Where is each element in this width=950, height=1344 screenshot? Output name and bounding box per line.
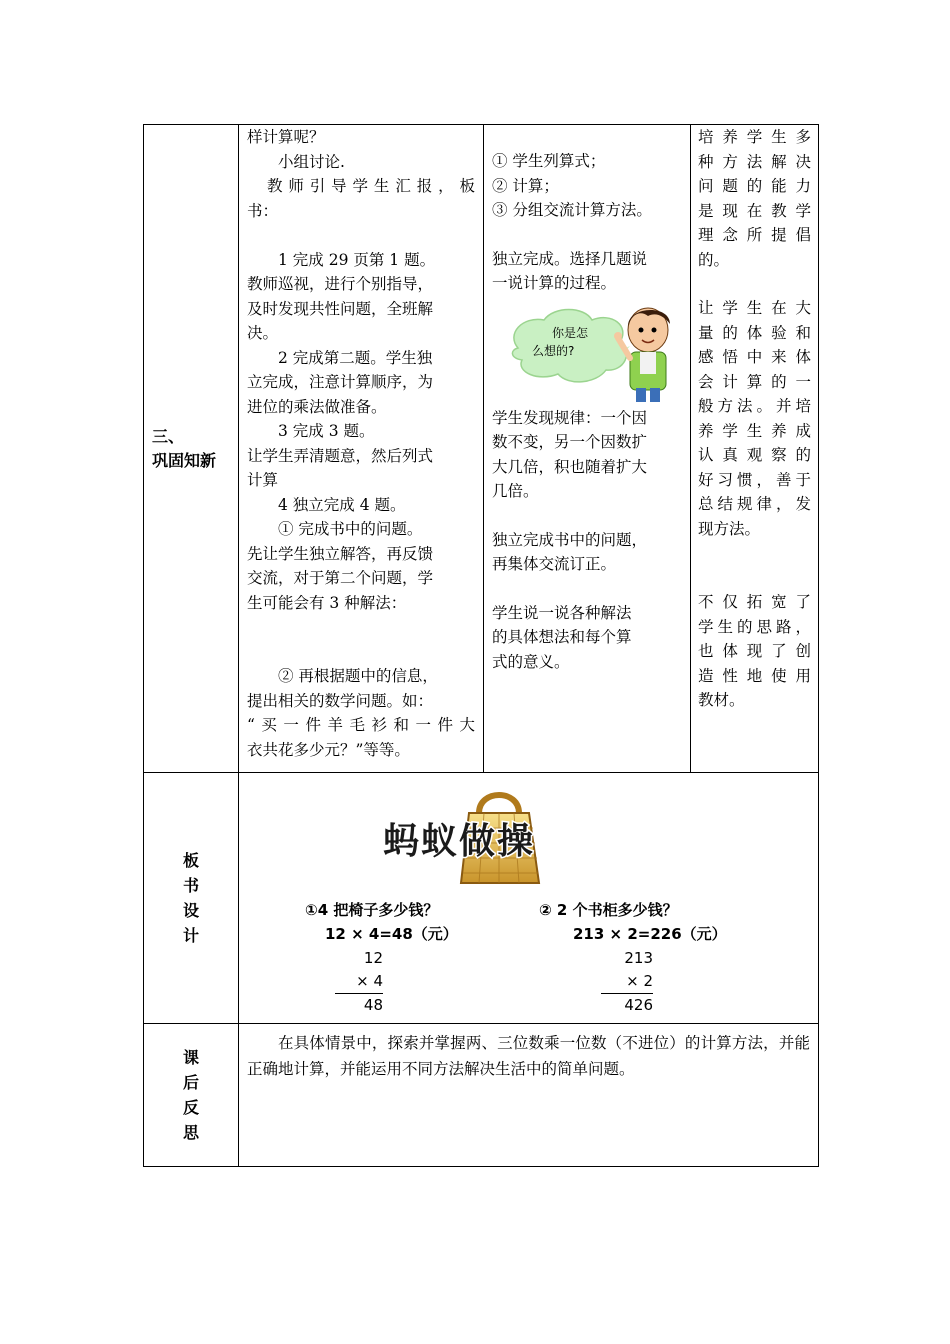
reflection-content — [239, 1024, 819, 1167]
stage-number: 三、 — [152, 426, 185, 446]
reflection-text: 在具体情景中，探索并掌握两、三位数乘一位数（不进位）的计算方法，并能正确地计算，并能运用不同方法解决生活中的简单问题。 — [247, 1034, 810, 1078]
teacher-line: 样计算呢？ — [247, 128, 325, 146]
teacher-line: 让学生弄清题意，然后列式 — [247, 446, 434, 465]
question-1-vertical-calc: 12 × 4 48 — [335, 947, 383, 1017]
reflection-label: 课 后 反 思 — [144, 1024, 239, 1167]
teacher-line: 进位的乘法做准备。 — [247, 397, 387, 416]
teacher-line: 及时发现共性问题，全班解 — [247, 299, 434, 318]
question-2-vertical-calc: 213 × 2 426 — [601, 947, 653, 1017]
purpose-broaden: 不仅拓宽了 学生的思路， 也体现了创 造性地使用 教材。 — [698, 593, 811, 709]
teacher-line: 4 独立完成 4 题。 — [278, 495, 406, 514]
teacher-line: 先让学生独立解答，再反馈 — [247, 544, 434, 563]
teacher-line: 教师引导学生汇报，板 — [267, 177, 475, 195]
teacher-line: ② 再根据题中的信息， — [278, 667, 438, 685]
question-2-equation: 213 × 2=226（元） — [573, 925, 727, 943]
board-design-content — [239, 773, 819, 1024]
purpose-methods: 培养学生多 种方法解决 问题的能力 是现在教学 理念所提倡 的。 — [698, 128, 811, 269]
teacher-line: 2 完成第二题。学生独 — [278, 348, 433, 367]
teacher-line: ① 完成书中的问题。 — [278, 520, 423, 538]
teacher-line: 书： — [247, 201, 279, 220]
teacher-line: “买一件羊毛衫和一件大 — [247, 716, 475, 734]
student-independent: 独立完成。选择几题说 一说计算的过程。 — [492, 249, 648, 292]
teacher-line: 提出相关的数学问题。如： — [247, 691, 434, 710]
teacher-line: 交流，对于第二个问题，学 — [247, 569, 434, 587]
teacher-line: 决。 — [247, 324, 279, 342]
student-explain-methods: 学生说一说各种解法 的具体想法和每个算 式的意义。 — [492, 603, 632, 671]
lesson-row — [144, 125, 819, 773]
ant-exercise-banner-image — [369, 783, 549, 893]
teacher-line: 1 完成 29 页第 1 题。 — [278, 250, 436, 269]
question-2: ② 2 个书柜多少钱？ — [539, 901, 678, 919]
board-design-label: 板 书 设 计 — [144, 773, 239, 1024]
teacher-line — [247, 615, 475, 640]
design-purpose-cell — [691, 125, 819, 773]
teacher-activity-cell — [239, 125, 484, 773]
teacher-line: 3 完成 3 题。 — [278, 422, 375, 440]
teacher-activity-text — [239, 125, 483, 772]
teacher-line: 计算 — [247, 471, 279, 489]
reflection-row — [144, 1024, 819, 1167]
student-steps: ① 学生列算式； ② 计算； ③ 分组交流计算方法。 — [492, 152, 652, 219]
teacher-line: 衣共花多少元？”等等。 — [247, 740, 410, 759]
teacher-line: 教师巡视，进行个别指导， — [247, 275, 434, 293]
cartoon-boy-illustration — [492, 296, 682, 406]
student-discover-rule: 学生发现规律：一个因 数不变，另一个因数扩 大几倍，积也随着扩大 几倍。 — [492, 408, 648, 500]
stage-title: 巩固知新 — [152, 450, 217, 470]
teacher-line — [247, 640, 475, 665]
teacher-line: 立完成，注意计算顺序，为 — [247, 373, 434, 391]
student-book-problem: 独立完成书中的问题， 再集体交流订正。 — [492, 530, 648, 573]
board-design-row — [144, 773, 819, 1024]
stage-label-cell — [144, 125, 239, 773]
question-1: ①4 把椅子多少钱？ — [305, 901, 439, 919]
lesson-plan-table — [143, 124, 819, 1167]
teacher-line — [247, 223, 475, 248]
student-activity-cell — [484, 125, 691, 773]
teacher-line: 生可能会有 3 种解法： — [247, 593, 407, 612]
purpose-experience: 让学生在大 量的体验和 感悟中来体 会计算的一 般方法。并培 养学生养成 认真观察的 好习惯，善于 总结规律，发 现方法。 — [698, 299, 811, 538]
teacher-line: 小组讨论. — [278, 152, 345, 171]
question-1-equation: 12 × 4=48（元） — [325, 925, 458, 943]
speech-bubble-text: 你是怎 么想的? — [532, 325, 589, 358]
banner-text: 蚂蚁做操 — [382, 821, 536, 862]
